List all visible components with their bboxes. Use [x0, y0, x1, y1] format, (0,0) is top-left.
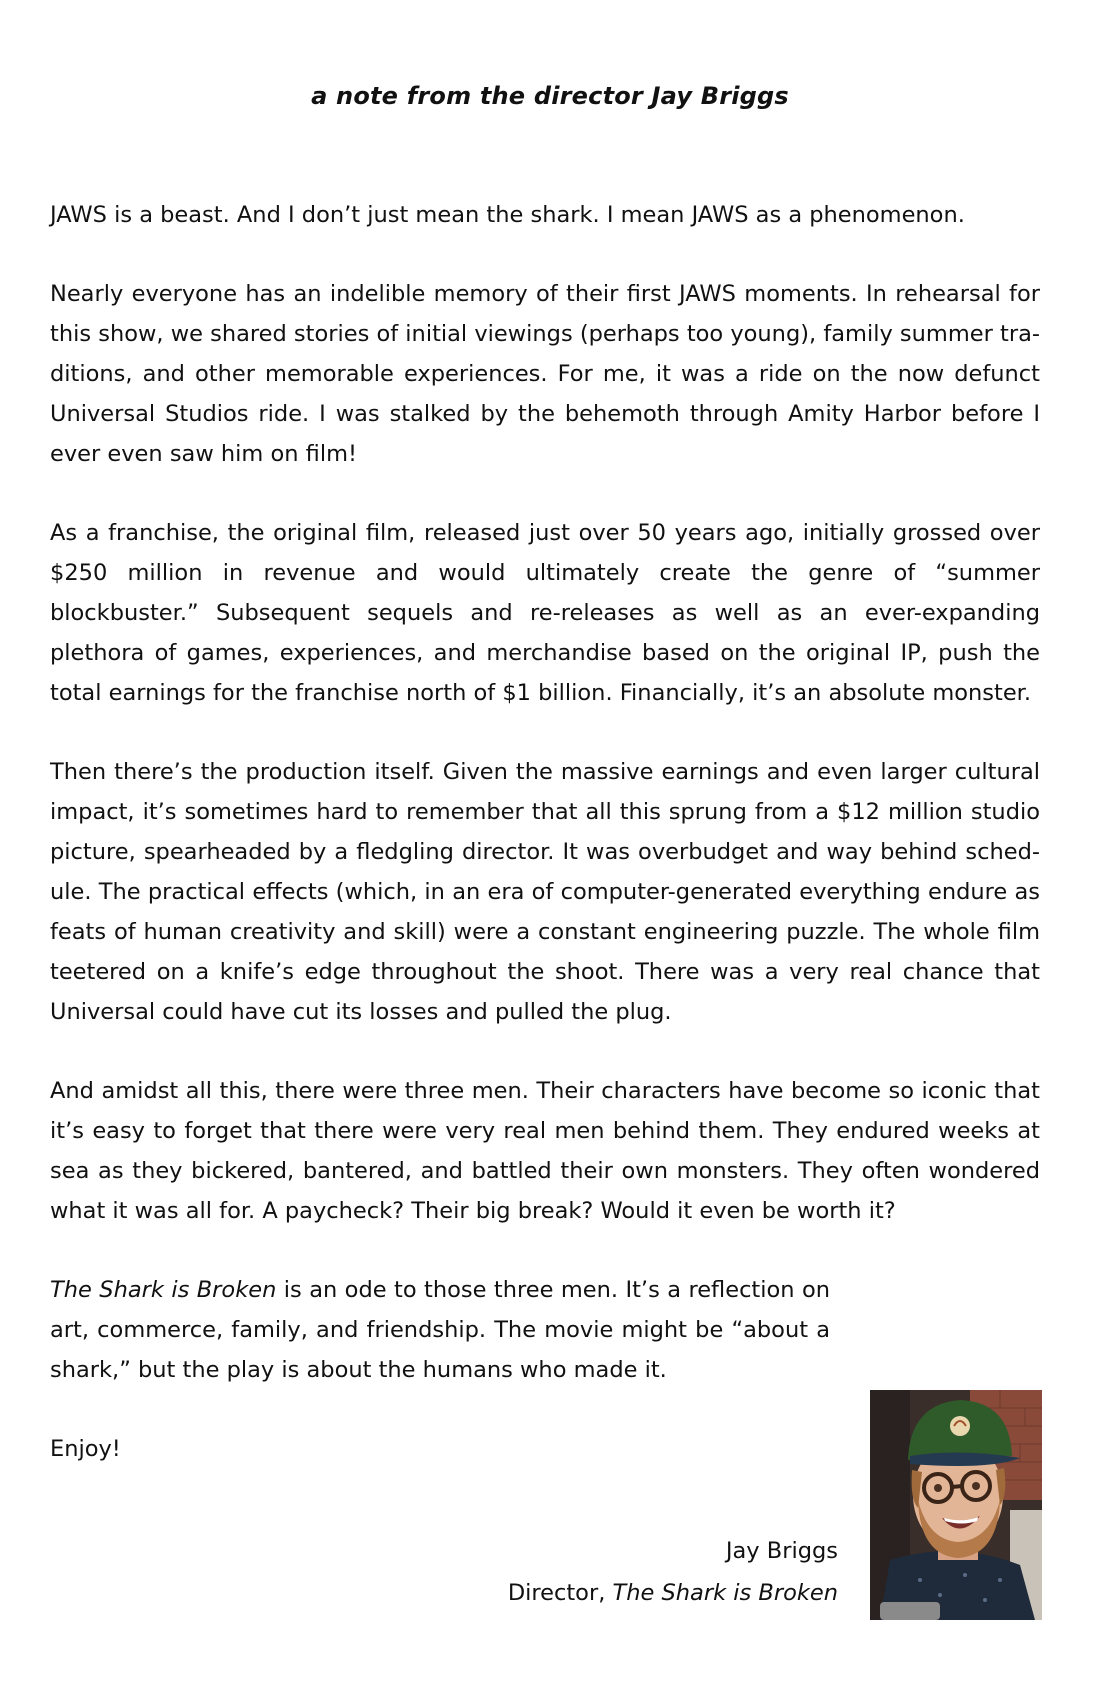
paragraph-2: Nearly everyone has an indelible memory of their first JAWS moments. In rehearsal for this show, we shared stories of initial viewings (perhaps too young), family summer traditions, and other memorable experiences. For me, it was a ride on the now defunct Universal Studios ride. I was stalked by the behemoth through Amity Harbor before I ever even saw him on film! [50, 281, 1040, 467]
signature-play-title: The Shark is Broken [612, 1580, 838, 1606]
play-title-italic: The Shark is Broken [50, 1277, 277, 1303]
note-body [50, 195, 1040, 1508]
signature-role-prefix: Director, [507, 1580, 613, 1606]
page-title: a note from the director Jay Briggs [311, 82, 789, 110]
paragraph-6-text: is an ode to those three men. It’s a reflection on art, commerce, family, and friendship. The movie might be “about a shark,” but the play is about the humans who made it. [50, 1277, 831, 1383]
signature-name: Jay Briggs [725, 1538, 838, 1564]
director-photo [870, 1390, 1042, 1620]
signature-role [508, 1572, 838, 1614]
paragraph-3: As a franchise, the original film, released just over 50 years ago, initially grossed over $250 million in revenue and would ultimately create the genre of “summer blockbuster.” Subsequent sequels and re-releases as well as an ever-expanding plethora of games, experiences, and merchandise based on the original IP, push the total earnings for the franchise north of $1 billion. Financially, it’s an absolute monster. [50, 520, 1040, 706]
paragraph-5: And amidst all this, there were three men. Their characters have become so iconic that it’s easy to forget that there were very real men behind them. They endured weeks at sea as they bickered, bantered, and battled their own monsters. They often wondered what it was all for. A paycheck? Their big break? Would it even be worth it? [50, 1078, 1040, 1224]
enjoy-line: Enjoy! [50, 1436, 121, 1462]
paragraph-4: Then there’s the production itself. Given the massive earnings and even larger cultural impact, it’s sometimes hard to remember that all this sprung from a $12 million studio picture, spearheaded by a fledgling director. It was overbudget and way behind schedule. The practical effects (which, in an era of computer-generated everything endure as feats of human creativity and skill) were a constant engineering puzzle. The whole film teetered on a knife’s edge throughout the shoot. There was a very real chance that Universal could have cut its losses and pulled the plug. [50, 759, 1040, 1025]
paragraph-1: JAWS is a beast. And I don’t just mean the shark. I mean JAWS as a phenomenon. [50, 202, 965, 228]
signature-block [508, 1530, 838, 1614]
paragraph-6 [50, 1270, 830, 1390]
